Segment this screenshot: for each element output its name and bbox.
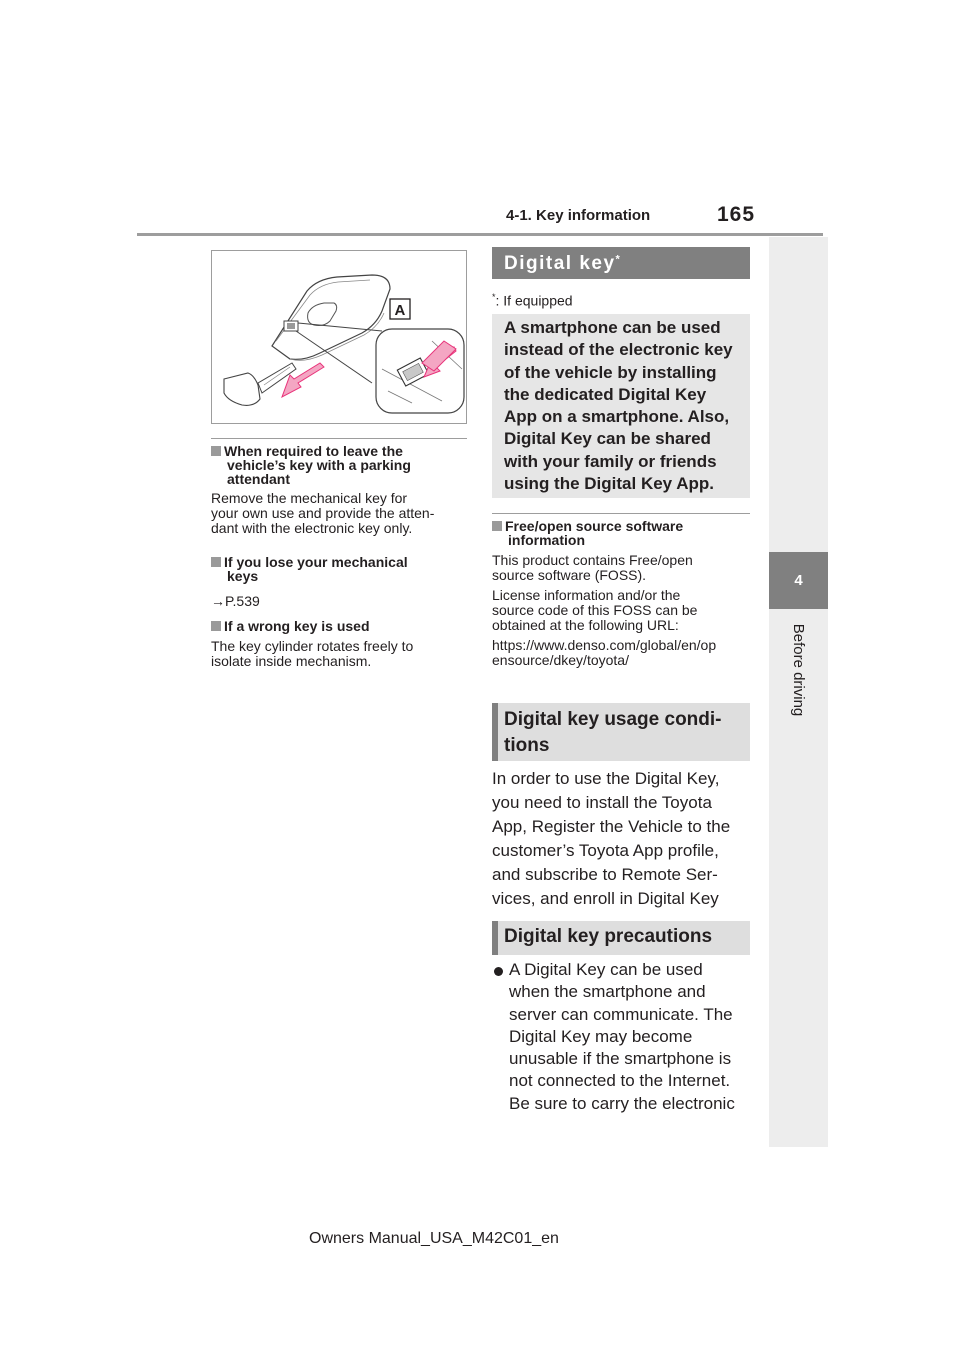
footer-text: Owners Manual_USA_M42C01_en	[309, 1230, 559, 1247]
foss-body: This product contains Free/open source software (FOSS). License information and/or the source code of this FOSS can be obtained at the following URL: https://www.denso.com/global/en/op ensource/dkey/toyota/	[492, 553, 754, 668]
subsection-parking-attendant	[211, 444, 471, 536]
subsection-heading: If a wrong key is used	[211, 619, 471, 633]
precautions-header: Digital key precautions	[492, 921, 750, 955]
subsection-rule	[211, 438, 467, 439]
usage-conditions-body: In order to use the Digital Key, you need to install the Toyota App, Register the Vehicle to the customer’s Toyota App profile, and subscribe to Remote Ser- vices, and enroll in Digital Key	[492, 769, 731, 908]
heading-square-icon	[492, 521, 502, 531]
header-rule	[137, 233, 823, 236]
subsection-rule	[492, 513, 750, 514]
subsection-heading: Free/open source software information	[492, 519, 754, 547]
usage-conditions-header: Digital key usage condi- tions	[492, 703, 750, 761]
key-illustration	[211, 250, 467, 424]
subsection-wrong-key	[211, 619, 471, 669]
precautions-bullet: A Digital Key can be used when the smartphone and server can communicate. The Digital Key may become unusable if the smartphone is not connected to the Internet. Be sure to carry the electronic	[492, 959, 754, 1115]
subsection-foss	[492, 519, 754, 668]
key-fob-drawing	[212, 251, 466, 423]
bullet-icon	[494, 967, 503, 976]
callout-label: A	[394, 302, 406, 319]
section-title: 4-1. Key information	[506, 207, 651, 224]
heading-square-icon	[211, 446, 221, 456]
chapter-title: Before driving	[790, 623, 807, 717]
subsection-body: Remove the mechanical key for your own use and provide the atten- dant with the electronic key only.	[211, 490, 435, 536]
chapter-number: 4	[794, 572, 803, 589]
subsection-heading: If you lose your mechanical keys	[211, 555, 471, 583]
heading-square-icon	[211, 557, 221, 567]
digital-key-section-header: Digital key*	[492, 247, 750, 279]
page-number: 165	[717, 203, 756, 226]
subsection-heading: When required to leave the vehicle’s key with a parking attendant	[211, 444, 471, 486]
heading-square-icon	[211, 621, 221, 631]
footnote: *: If equipped	[492, 292, 573, 309]
subsection-lose-keys	[211, 555, 471, 609]
digital-key-summary: A smartphone can be used instead of the electronic key of the vehicle by installing the dedicated Digital Key App on a smartphone. Also, Digital Key can be shared with your family or friends using the Digital Key App.	[492, 314, 750, 498]
subsection-body: The key cylinder rotates freely to isolate inside mechanism.	[211, 638, 414, 669]
foss-url-link[interactable]: https://www.denso.com/global/en/op ensource/dkey/toyota/	[492, 637, 717, 668]
page-reference-link[interactable]: →P.539	[211, 593, 260, 609]
